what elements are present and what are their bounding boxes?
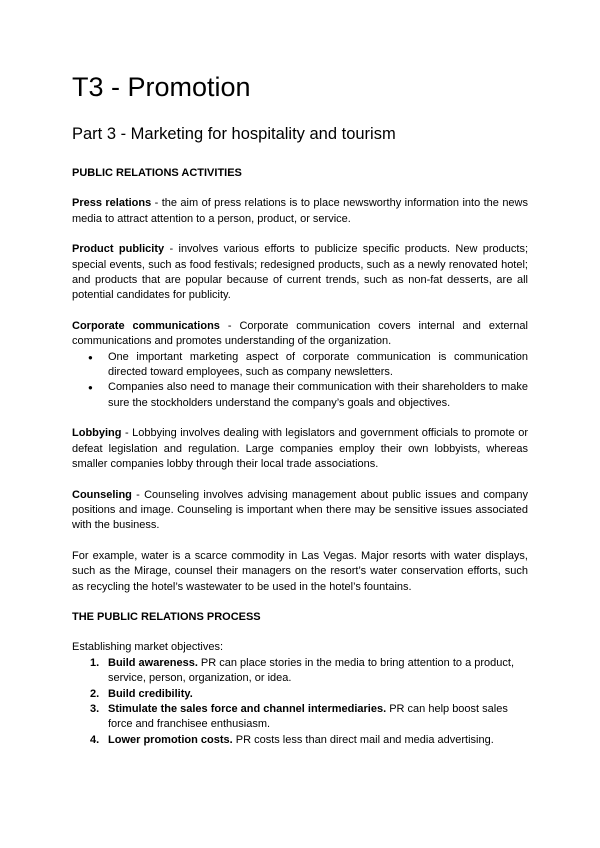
step-text: PR can help boost sales force and franchisee enthusiasm. bbox=[108, 702, 508, 731]
press-relations-term: Press relations bbox=[72, 197, 152, 210]
step-number: 2. bbox=[90, 687, 100, 700]
lobbying-paragraph bbox=[72, 426, 528, 472]
document-title: T3 - Promotion bbox=[72, 72, 251, 102]
step-text: PR can place stories in the media to bring attention to a product, service, person, organization, or idea. bbox=[108, 656, 515, 685]
product-publicity-text: - involves various efforts to publicize specific products. New products; special events, such as food festivals; redesigned products, such as a newly renovated hotel; and products that are popular because of current trends, such as non-fat desserts, are all potential candidates for publicity. bbox=[72, 243, 528, 302]
example-paragraph: For example, water is a scarce commodity in Las Vegas. Major resorts with water displays, such as the Mirage, counsel their managers on the resort’s water conservation efforts, such as recycling the hotel’s wastewater to be used in the hotel’s fountains. bbox=[72, 549, 528, 593]
lobbying-text: - Lobbying involves dealing with legislators and government officials to promote or defeat legislation and regulation. Large companies employ their own lobbyists, whereas smaller companies lobby through their local trade associations. bbox=[72, 427, 528, 471]
step-number: 1. bbox=[90, 656, 100, 669]
list-item bbox=[90, 687, 528, 702]
counseling-paragraph bbox=[72, 488, 528, 534]
process-steps-list bbox=[72, 656, 528, 748]
list-item bbox=[90, 702, 528, 733]
corporate-communications-text: - Corporate communication covers internal and external communications and promotes understanding of the organization. bbox=[72, 319, 528, 348]
step-text: PR costs less than direct mail and media advertising. bbox=[232, 733, 494, 746]
document-body bbox=[72, 166, 528, 748]
process-intro: Establishing market objectives: bbox=[72, 641, 224, 654]
product-publicity-term: Product publicity bbox=[72, 243, 165, 256]
counseling-term: Counseling bbox=[72, 488, 132, 501]
counseling-text: - Counseling involves advising management about public issues and company positions and image. Counseling is important when there may be sensitive issues associated with the business. bbox=[72, 488, 528, 532]
list-item bbox=[90, 733, 528, 748]
lobbying-term: Lobbying bbox=[72, 427, 122, 440]
step-number: 3. bbox=[90, 702, 100, 715]
step-title: Build credibility. bbox=[108, 687, 193, 700]
list-item: ● One important marketing aspect of corporate communication is communication directed toward employees, such as company newsletters. bbox=[108, 350, 528, 381]
step-title: Stimulate the sales force and channel intermediaries. bbox=[108, 702, 387, 715]
corporate-communications-list bbox=[72, 350, 528, 412]
step-title: Lower promotion costs. bbox=[108, 733, 233, 746]
list-item: ● Companies also need to manage their communication with their shareholders to make sure the stockholders understand the company’s goals and objectives. bbox=[108, 380, 528, 411]
step-number: 4. bbox=[90, 733, 100, 746]
document-subtitle: Part 3 - Marketing for hospitality and tourism bbox=[72, 125, 396, 143]
step-title: Build awareness. bbox=[108, 656, 198, 669]
corporate-communications-term: Corporate communications bbox=[72, 319, 220, 332]
corporate-communications-paragraph bbox=[72, 319, 528, 350]
section-heading-pr-process: THE PUBLIC RELATIONS PROCESS bbox=[72, 610, 261, 623]
list-item bbox=[90, 656, 528, 687]
press-relations-paragraph bbox=[72, 196, 528, 227]
product-publicity-paragraph bbox=[72, 242, 528, 304]
press-relations-text: - the aim of press relations is to place newsworthy information into the news media to attract attention to a person, product, or service. bbox=[72, 197, 528, 225]
section-heading-pr-activities: PUBLIC RELATIONS ACTIVITIES bbox=[72, 167, 242, 179]
